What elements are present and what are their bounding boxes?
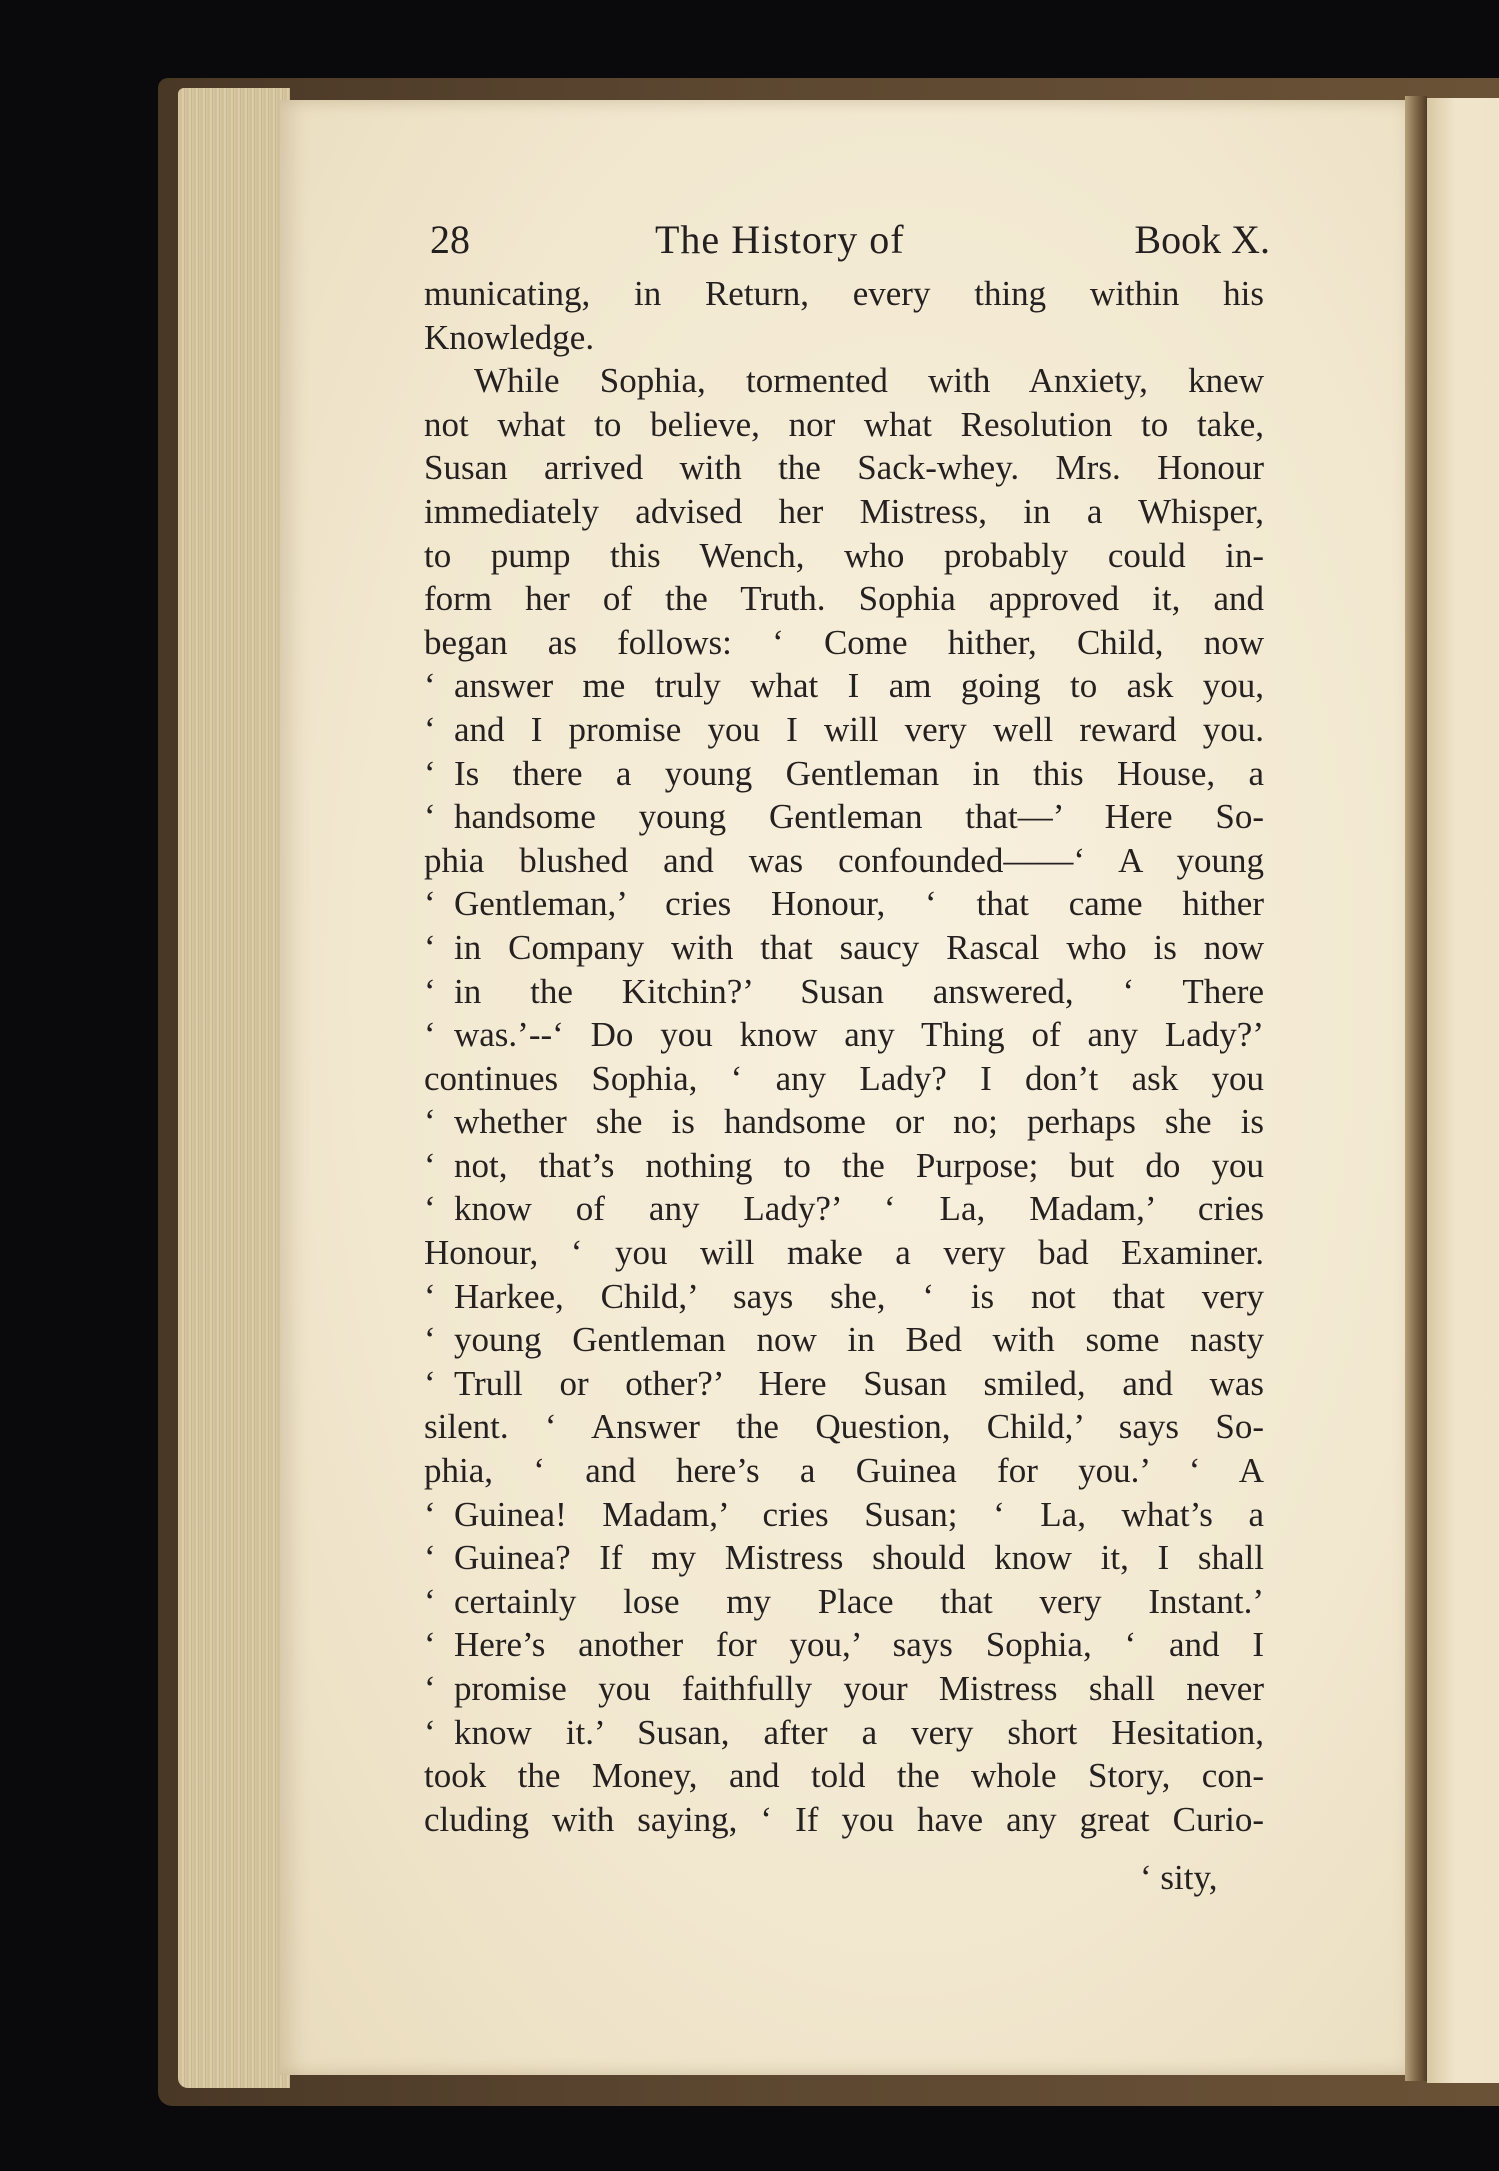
text-line: ‘ Guinea! Madam,’ cries Susan; ‘ La, what’s a: [424, 1493, 1264, 1537]
text-line: silent. ‘ Answer the Question, Child,’ says So-: [424, 1407, 1264, 1447]
text-line: ‘ handsome young Gentleman that—’ Here So-: [424, 795, 1264, 839]
text-line: ‘ certainly lose my Place that very Instant.’: [424, 1580, 1264, 1624]
text-line: ‘ Gentleman,’ cries Honour, ‘ that came hither: [424, 882, 1264, 926]
text-line: ‘ promise you faithfully your Mistress shall never: [424, 1667, 1264, 1711]
text-line: form her of the Truth. Sophia approved it, and: [424, 579, 1264, 619]
catchword: ‘ sity,: [1140, 1858, 1218, 1897]
page-edges: [178, 88, 290, 2088]
text-line: ‘ Is there a young Gentleman in this House, a: [424, 752, 1264, 796]
text-line: ‘ Here’s another for you,’ says Sophia, ‘ and I: [424, 1623, 1264, 1667]
text-line: immediately advised her Mistress, in a Whisper,: [424, 491, 1264, 531]
text-line: While Sophia, tormented with Anxiety, knew: [474, 361, 1264, 401]
text-line: ‘ not, that’s nothing to the Purpose; but do you: [424, 1144, 1264, 1188]
book-number: Book X.: [1134, 217, 1270, 262]
body-text: [424, 272, 1264, 1841]
text-line: ‘ young Gentleman now in Bed with some nasty: [424, 1318, 1264, 1362]
text-line: cluding with saying, ‘ If you have any great Curio-: [424, 1799, 1264, 1839]
page-header: [430, 210, 1270, 270]
text-line: continues Sophia, ‘ any Lady? I don’t ask you: [424, 1058, 1264, 1098]
text-line: ‘ and I promise you I will very well reward you.: [424, 708, 1264, 752]
text-line: Knowledge.: [424, 317, 595, 357]
text-line: ‘ Trull or other?’ Here Susan smiled, and was: [424, 1362, 1264, 1406]
page-gutter: [1405, 96, 1427, 2081]
text-line: phia, ‘ and here’s a Guinea for you.’ ‘ A: [424, 1451, 1264, 1491]
facing-page-edge: [1427, 98, 1499, 2083]
text-line: took the Money, and told the whole Story, con-: [424, 1756, 1264, 1796]
text-line: municating, in Return, every thing within his: [424, 274, 1264, 313]
text-line: ‘ in the Kitchin?’ Susan answered, ‘ There: [424, 970, 1264, 1014]
page-number: 28: [430, 217, 470, 262]
text-line: Susan arrived with the Sack-whey. Mrs. Honour: [424, 448, 1264, 488]
text-line: ‘ Guinea? If my Mistress should know it, I shall: [424, 1536, 1264, 1580]
text-line: to pump this Wench, who probably could in-: [424, 535, 1264, 575]
text-line: ‘ was.’--‘ Do you know any Thing of any Lady?’: [424, 1013, 1264, 1057]
text-line: ‘ know it.’ Susan, after a very short Hesitation,: [424, 1711, 1264, 1755]
running-title: The History of: [655, 217, 905, 262]
text-line: ‘ whether she is handsome or no; perhaps she is: [424, 1100, 1264, 1144]
text-line: Honour, ‘ you will make a very bad Examiner.: [424, 1233, 1264, 1273]
text-line: ‘ Harkee, Child,’ says she, ‘ is not that very: [424, 1275, 1264, 1319]
text-line: began as follows: ‘ Come hither, Child, now: [424, 622, 1264, 662]
text-line: phia blushed and was confounded——‘ A young: [424, 840, 1264, 880]
text-line: not what to believe, nor what Resolution to take,: [424, 404, 1264, 444]
text-line: ‘ in Company with that saucy Rascal who is now: [424, 926, 1264, 970]
text-line: ‘ know of any Lady?’ ‘ La, Madam,’ cries: [424, 1187, 1264, 1231]
text-line: ‘ answer me truly what I am going to ask you,: [424, 664, 1264, 708]
